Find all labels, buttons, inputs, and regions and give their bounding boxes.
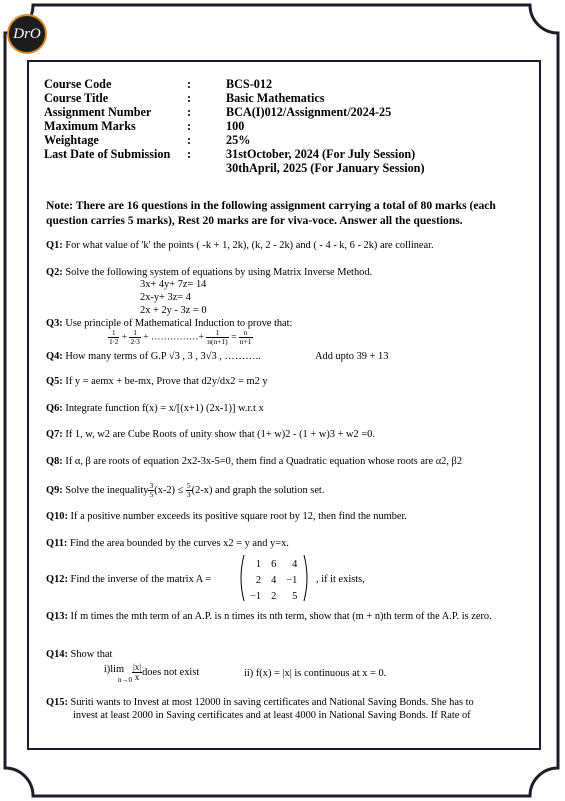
fraction <box>206 329 228 346</box>
note-text: Note: There are 16 questions in the following assignment carrying a total of 80 marks (each question carries 5 marks), Rest 20 marks are for viva-voce. Answer all the questions. <box>46 199 496 227</box>
numerator: |x| <box>133 662 142 672</box>
denominator: x <box>134 672 140 682</box>
matrix-cell: 2 <box>271 591 277 602</box>
question-text: Use principle of Mathematical Induction to prove that: <box>65 318 293 329</box>
question-text: Find the inverse of the matrix A = <box>70 574 212 585</box>
fraction <box>129 329 140 346</box>
question-10 <box>46 510 407 523</box>
question-text: For what value of 'k' the points ( -k + 1, 2k), (k, 2 - 2k) and ( - 4 - k, 6 - 2k) are collinear. <box>65 240 434 251</box>
question-number: Q12: <box>46 574 68 585</box>
question-text: If a positive number exceeds its positive square root by 12, then find the number. <box>70 511 408 522</box>
limit-subscript: n→0 <box>118 676 132 684</box>
question-8 <box>46 455 462 468</box>
matrix-cell: 6 <box>271 559 277 570</box>
question-number: Q14: <box>46 649 68 660</box>
question-4-extra: Add upto 39 + 13 <box>315 351 389 362</box>
question-text: Solve the following system of equations by using Matrix Inverse Method. <box>65 267 373 278</box>
label-weightage: Weightage <box>44 133 99 147</box>
sep: : <box>187 119 192 133</box>
question-number: Q10: <box>46 511 68 522</box>
denominator: n(n+1) <box>207 337 228 346</box>
question-number: Q5: <box>46 376 63 387</box>
limit-label: i)lim <box>103 664 125 675</box>
question-text: If m times the mth term of an A.P. is n times its nth term, show that (m + n)th term of the A.P. is zero. <box>70 611 492 622</box>
question-15 <box>46 696 474 709</box>
value-course-code: BCS-012 <box>226 77 273 91</box>
matrix-cell: 2 <box>255 575 262 586</box>
value-maximum-marks: 100 <box>226 119 245 133</box>
numerator: 1 <box>108 329 119 338</box>
matrix-cell: 4 <box>271 575 277 586</box>
equation-1: 3x+ 4y+ 7z= 14 <box>140 279 207 290</box>
question-text: If y = aemx + be-mx, Prove that d2y/dx2 = m2 y <box>65 376 268 387</box>
question-number: Q13: <box>46 611 68 622</box>
matrix-cell: −1 <box>286 575 298 586</box>
label-course-title: Course Title <box>44 91 109 105</box>
question-2 <box>46 266 372 279</box>
question-text: How many terms of G.P √3 , 3 , 3√3 , ……….. <box>65 351 261 362</box>
numerator: 1 <box>206 329 228 338</box>
question-12-suffix: , if it exists, <box>316 574 365 585</box>
question-text: (2-x) and graph the solution set. <box>191 484 325 496</box>
question-text: Solve the inequality <box>65 484 149 496</box>
question-number: Q11: <box>46 538 68 549</box>
question-4 <box>46 350 261 363</box>
sep: : <box>187 147 192 161</box>
question-number: Q1: <box>46 240 63 251</box>
denominator: 2∙3 <box>130 337 140 346</box>
question-14-part-ii: ii) f(x) = |x| is continuous at x = 0. <box>244 668 387 679</box>
question-text: If 1, w, w2 are Cube Roots of unity show that (1+ w)2 - (1 + w)3 + w2 =0. <box>65 429 375 440</box>
question-number: Q15: <box>46 697 68 708</box>
limit <box>96 663 132 684</box>
label-assignment-number: Assignment Number <box>44 105 152 119</box>
question-number: Q6: <box>46 403 63 414</box>
numerator: 5 <box>186 481 191 490</box>
question-6 <box>46 402 264 415</box>
question-number: Q4: <box>46 351 63 362</box>
value-last-date-january: 30thApril, 2025 (For January Session) <box>226 161 425 175</box>
question-number: Q9: <box>46 484 63 496</box>
denominator: 1∙2 <box>109 337 119 346</box>
sep: : <box>187 105 192 119</box>
value-last-date-july: 31stOctober, 2024 (For July Session) <box>226 147 416 161</box>
question-number: Q7: <box>46 429 63 440</box>
question-text: does not exist <box>142 666 200 678</box>
question-number: Q2: <box>46 267 63 278</box>
sep: : <box>187 77 192 91</box>
matrix-cell: 5 <box>292 591 298 602</box>
value-course-title: Basic Mathematics <box>226 91 325 105</box>
denominator: 5 <box>149 490 154 499</box>
question-text: If α, β are roots of equation 2x2-3x-5=0, them find a Quadratic equation whose roots are α2, β2 <box>65 456 463 467</box>
question-14-part-i <box>96 663 199 684</box>
numerator: 3 <box>149 481 154 490</box>
question-1 <box>46 239 434 252</box>
question-text: Integrate function f(x) = x/[(x+1) (2x-1)] w.r.t x <box>65 403 264 414</box>
fraction <box>132 663 142 682</box>
question-13 <box>46 610 492 623</box>
question-5 <box>46 375 268 388</box>
label-last-date: Last Date of Submission <box>44 147 171 161</box>
fraction <box>239 329 253 346</box>
question-text: Find the area bounded by the curves x2 = y and y=x. <box>69 538 289 549</box>
value-weightage: 25% <box>226 133 251 147</box>
numerator: 1 <box>129 329 140 338</box>
question-9 <box>46 482 324 499</box>
question-7 <box>46 428 375 441</box>
plus-sign: + <box>121 332 128 343</box>
question-15-line-2: invest at least 2000 in Saving certificates and at least 4000 in National Saving Bonds. If Rate of <box>73 710 471 721</box>
question-text: Suriti wants to Invest at most 12000 in saving certificates and National Saving Bonds. She has to <box>70 697 474 708</box>
matrix-cell: 4 <box>292 559 298 570</box>
label-maximum-marks: Maximum Marks <box>44 119 136 133</box>
fraction <box>108 329 119 346</box>
question-11 <box>46 537 289 550</box>
denominator: 3 <box>186 490 191 499</box>
logo-text: DrO <box>13 26 41 42</box>
matrix-cell: −1 <box>250 591 262 602</box>
denominator: n+1 <box>239 337 252 346</box>
value-assignment-number: BCA(I)012/Assignment/2024-25 <box>226 105 392 119</box>
ellipsis: + ……………+ <box>143 332 204 343</box>
numerator: n <box>239 329 253 338</box>
sep: : <box>187 91 192 105</box>
label-course-code: Course Code <box>44 77 112 91</box>
induction-formula <box>108 329 253 346</box>
sep: : <box>187 133 192 147</box>
dro-logo <box>7 14 47 54</box>
matrix-cell: 1 <box>255 559 262 570</box>
equation-3: 2x + 2y - 3z = 0 <box>140 305 207 316</box>
question-text: (x-2) ≤ <box>154 484 184 496</box>
question-14 <box>46 648 112 661</box>
question-12 <box>46 573 211 586</box>
question-number: Q3: <box>46 318 63 329</box>
equals-sign: = <box>231 332 237 343</box>
matrix-a <box>244 556 303 606</box>
question-number: Q8: <box>46 456 63 467</box>
question-text: Show that <box>70 649 113 660</box>
equation-2: 2x-y+ 3z= 4 <box>140 292 191 303</box>
